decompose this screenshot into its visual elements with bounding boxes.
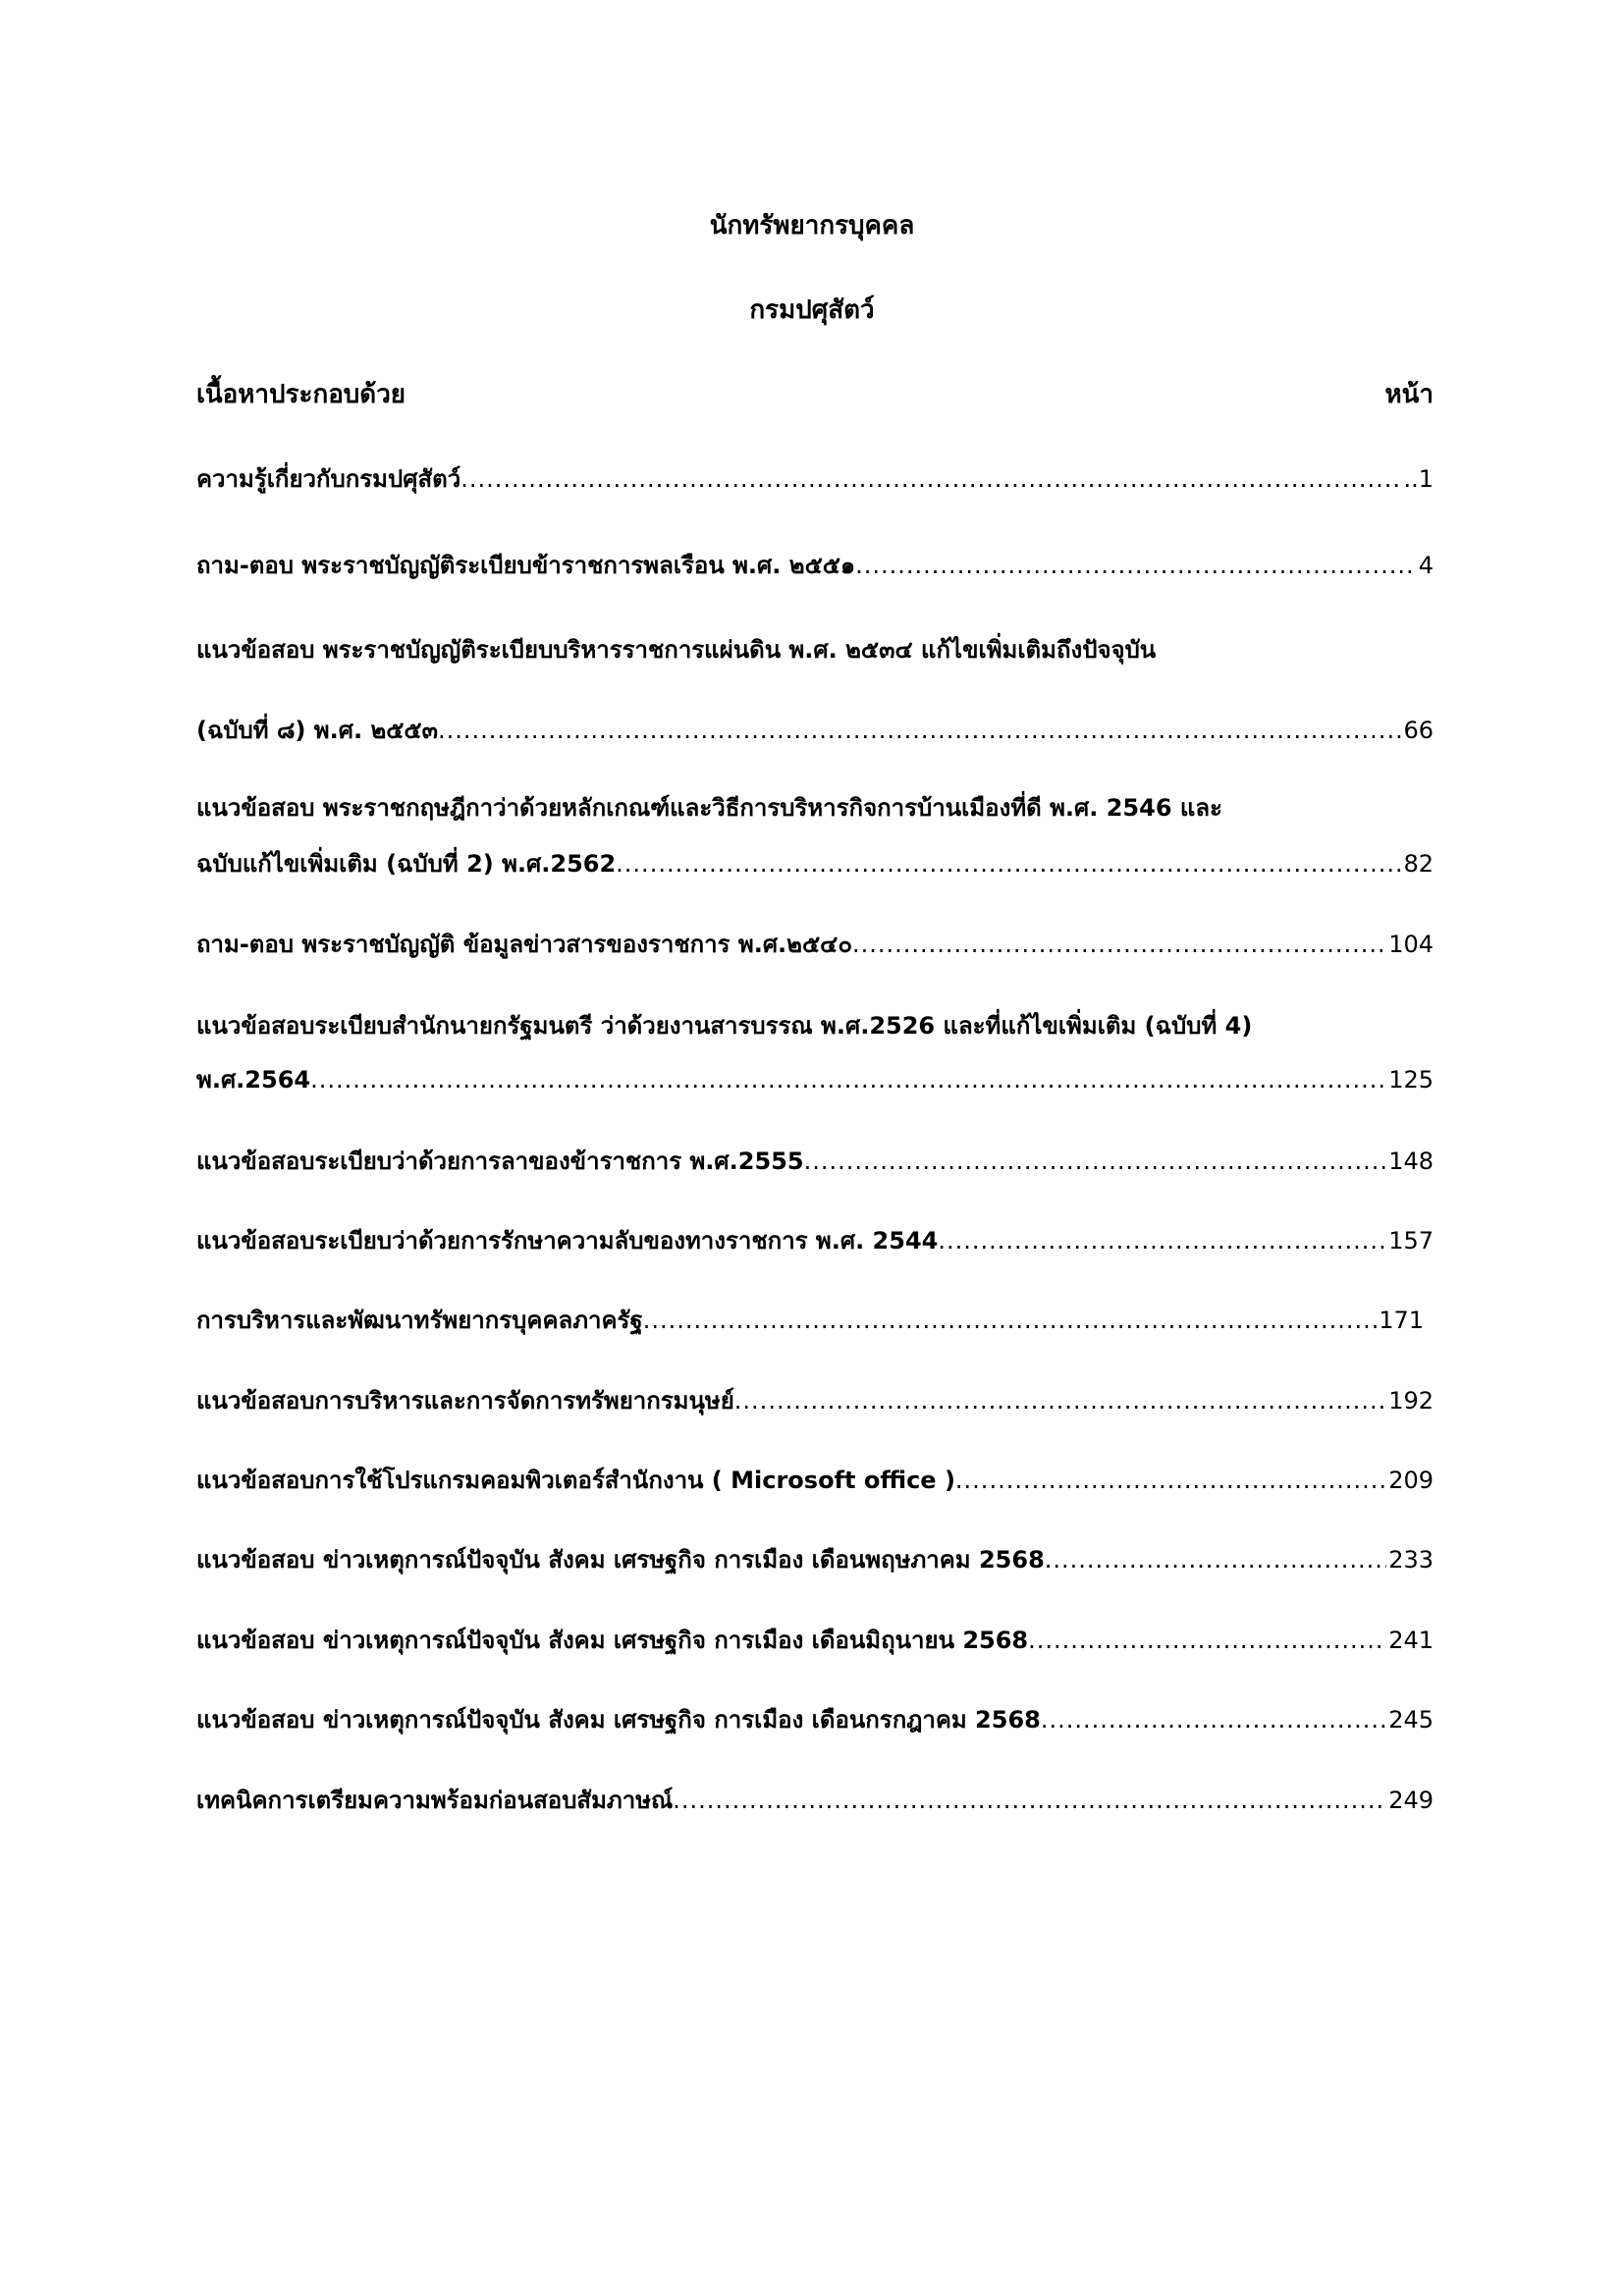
toc-leader-dots xyxy=(852,925,1386,964)
toc-entry-title: ความรู้เกี่ยวกับกรมปศุสัตว์ xyxy=(196,465,461,493)
toc-entry-title: ถาม-ตอบ พระราชบัญญัติระเบียบข้าราชการพลเรือน พ.ศ. ๒๕๕๑ xyxy=(196,552,856,579)
toc-leader-dots xyxy=(804,1142,1387,1181)
toc-entry xyxy=(196,1142,1434,1181)
toc-entry-page: 125 xyxy=(1388,1066,1434,1094)
toc-header-contents-label: เนื้อหาประกอบด้วย xyxy=(196,380,406,409)
toc-entry-title: เทคนิคการเตรียมความพร้อมก่อนสอบสัมภาษณ์ xyxy=(196,1787,674,1814)
toc-entry-page: 233 xyxy=(1388,1546,1434,1574)
document-title: นักทรัพยากรบุคคล xyxy=(709,211,915,240)
toc-entry-title: แนวข้อสอบระเบียบสำนักนายกรัฐมนตรี ว่าด้วยงานสารบรรณ พ.ศ.2526 และที่แก้ไขเพิ่มเติม (ฉบับที่ 4) xyxy=(196,1012,1253,1040)
toc-entry-page: 148 xyxy=(1388,1148,1434,1175)
toc-entry-page: 104 xyxy=(1388,931,1434,958)
toc-entry xyxy=(196,630,1434,669)
toc-entry xyxy=(196,459,1434,499)
toc-entry-title: ฉบับแก้ไขเพิ่มเติม (ฉบับที่ 2) พ.ศ.2562 xyxy=(196,850,617,878)
toc-header xyxy=(196,375,1434,414)
toc-entry xyxy=(196,925,1434,964)
toc-entry xyxy=(196,1700,1434,1739)
toc-entry-title: แนวข้อสอบ ข่าวเหตุการณ์ปัจจุบัน สังคม เศรษฐกิจ การเมือง เดือนมิถุนายน 2568 xyxy=(196,1627,1029,1654)
toc-leader-dots xyxy=(938,1221,1386,1260)
toc-entry-title: แนวข้อสอบ พระราชบัญญัติระเบียบบริหารราชการแผ่นดิน พ.ศ. ๒๕๓๔ แก้ไขเพิ่มเติมถึงปัจจุบัน xyxy=(196,636,1157,664)
toc-entry-title: พ.ศ.2564 xyxy=(196,1066,311,1094)
toc-leader-dots xyxy=(1045,1540,1386,1579)
document-subtitle: กรมปศุสัตว์ xyxy=(749,295,875,325)
toc-leader-dots xyxy=(734,1381,1386,1420)
toc-entry-title: การบริหารและพัฒนาทรัพยากรบุคคลภาครัฐ xyxy=(196,1307,643,1334)
toc-entry xyxy=(196,1461,1434,1500)
toc-entry xyxy=(196,1301,1424,1340)
toc-entry xyxy=(196,711,1434,750)
toc-entry-page: 209 xyxy=(1388,1467,1434,1494)
toc-entry-page: 241 xyxy=(1388,1627,1434,1654)
toc-entry xyxy=(196,788,1434,828)
toc-entry-title: แนวข้อสอบ พระราชกฤษฎีกาว่าด้วยหลักเกณฑ์และวิธีการบริหารกิจการบ้านเมืองที่ดี พ.ศ. 2546 และ xyxy=(196,794,1222,822)
toc-leader-dots xyxy=(310,1060,1386,1099)
toc-entry xyxy=(196,1221,1434,1260)
toc-entry-page: 66 xyxy=(1403,717,1434,744)
toc-entry-title: แนวข้อสอบการใช้โปรแกรมคอมพิวเตอร์สำนักงาน ( Microsoft office ) xyxy=(196,1467,955,1494)
toc-leader-dots xyxy=(673,1781,1386,1820)
toc-leader-dots xyxy=(855,546,1417,585)
toc-entry xyxy=(196,1060,1434,1099)
toc-entry-title: แนวข้อสอบ ข่าวเหตุการณ์ปัจจุบัน สังคม เศรษฐกิจ การเมือง เดือนพฤษภาคม 2568 xyxy=(196,1546,1045,1574)
toc-entry-title: แนวข้อสอบระเบียบว่าด้วยการลาของข้าราชการ พ.ศ.2555 xyxy=(196,1148,804,1175)
toc-entry xyxy=(196,546,1434,585)
toc-entry-page: 249 xyxy=(1388,1787,1434,1814)
toc-entry-title: ถาม-ตอบ พระราชบัญญัติ ข้อมูลข่าวสารของราชการ พ.ศ.๒๕๔๐ xyxy=(196,931,852,958)
toc-leader-dots xyxy=(438,711,1401,750)
toc-entry xyxy=(196,844,1434,883)
toc-entry-page: 157 xyxy=(1388,1227,1434,1255)
toc-entry-title: แนวข้อสอบระเบียบว่าด้วยการรักษาความลับของทางราชการ พ.ศ. 2544 xyxy=(196,1227,939,1255)
toc-entry xyxy=(196,1006,1434,1045)
toc-entry-page: 192 xyxy=(1388,1387,1434,1415)
toc-leader-dots xyxy=(955,1461,1386,1500)
toc-leader-dots xyxy=(1028,1621,1386,1660)
toc-entry-title: แนวข้อสอบ ข่าวเหตุการณ์ปัจจุบัน สังคม เศรษฐกิจ การเมือง เดือนกรกฎาคม 2568 xyxy=(196,1706,1041,1734)
toc-entry-title: แนวข้อสอบการบริหารและการจัดการทรัพยากรมนุษย์ xyxy=(196,1387,734,1415)
toc-entry-title: (ฉบับที่ ๘) พ.ศ. ๒๕๕๓ xyxy=(196,717,438,744)
toc-header-page-label: หน้า xyxy=(1384,380,1434,409)
toc-leader-dots xyxy=(460,459,1401,499)
toc-entry-page: 245 xyxy=(1388,1706,1434,1734)
toc-entry-page: ..1 xyxy=(1403,465,1434,493)
toc-leader-dots xyxy=(616,844,1401,883)
toc-entry xyxy=(196,1781,1434,1820)
toc-entry xyxy=(196,1381,1434,1420)
toc-leader-dots xyxy=(1041,1700,1386,1739)
toc-entry-page: 82 xyxy=(1403,850,1434,878)
toc-entry xyxy=(196,1621,1434,1660)
toc-entry-page: 4 xyxy=(1418,552,1434,579)
toc-entry-page: 171 xyxy=(1379,1307,1424,1334)
toc-leader-dots xyxy=(643,1301,1378,1340)
toc-entry xyxy=(196,1540,1434,1579)
